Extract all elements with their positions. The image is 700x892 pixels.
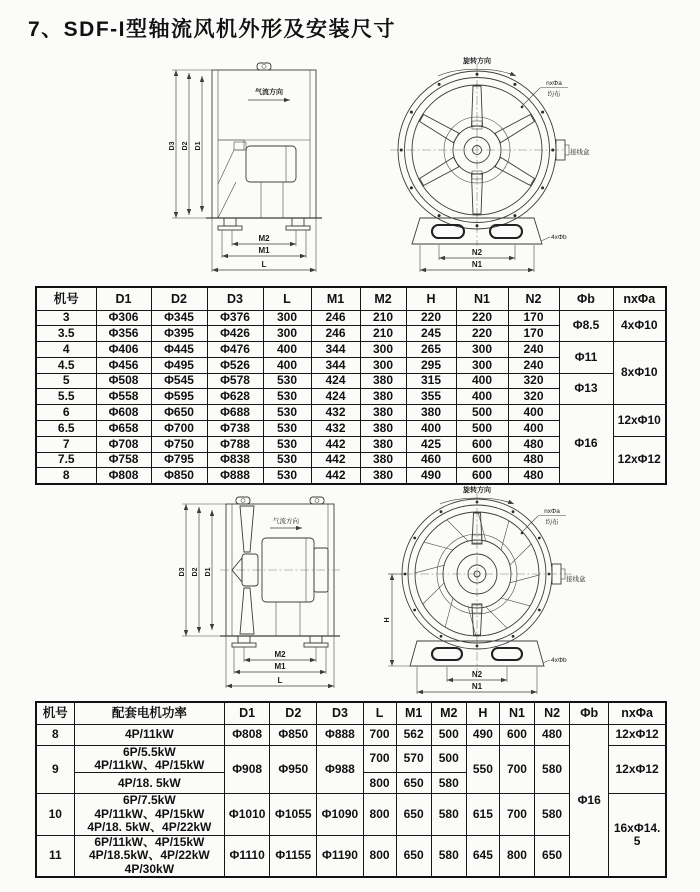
dim-value-cell: 800 xyxy=(363,835,396,877)
dim-d1-label: D1 xyxy=(205,567,212,577)
dim-value-cell: 380 xyxy=(360,405,406,421)
junction-box-label: 接线盒 xyxy=(570,149,590,156)
dim-value-cell: 650 xyxy=(396,835,431,877)
dim-value-cell: 320 xyxy=(508,389,559,405)
dim-value-cell: 700 xyxy=(499,794,534,835)
dim-value-cell: 246 xyxy=(311,310,360,326)
lifting-lug xyxy=(257,63,271,70)
dim-value-cell: 265 xyxy=(406,342,456,358)
dim-value-cell: Φ758 xyxy=(96,452,151,468)
dim-value-cell: Φ658 xyxy=(96,421,151,437)
dim-value-cell: 344 xyxy=(311,357,360,373)
dim-value-cell: 300 xyxy=(456,342,508,358)
svg-text:nxΦa: nxΦa xyxy=(544,508,560,515)
dim-value-cell: 650 xyxy=(396,794,431,835)
dim-value-cell: 355 xyxy=(406,389,456,405)
dim-value-cell: 645 xyxy=(466,835,499,877)
machine-no-cell: 8 xyxy=(36,724,74,745)
dim-value-cell: Φ708 xyxy=(96,436,151,452)
dim-value-cell: 380 xyxy=(360,373,406,389)
dim-h-label: H xyxy=(384,617,391,623)
table2-header-cell: M1 xyxy=(396,702,431,724)
dim-value-cell: 530 xyxy=(263,452,311,468)
height-dimension xyxy=(384,574,410,666)
dim-n2-label: N2 xyxy=(471,670,483,679)
fig2-front-view-drawing xyxy=(374,484,594,699)
dim-l-label: L xyxy=(261,260,267,269)
dim-value-cell: 800 xyxy=(363,794,396,835)
diameter-dimensions xyxy=(169,70,212,218)
dim-value-cell: Φ508 xyxy=(96,373,151,389)
dim-value-cell: 530 xyxy=(263,436,311,452)
dim-value-cell: 380 xyxy=(360,421,406,437)
rotation-direction-label: 旋转方向 xyxy=(463,58,491,65)
mounting-feet xyxy=(220,636,340,647)
svg-text:均布: 均布 xyxy=(547,91,561,98)
dim-value-cell: 380 xyxy=(360,452,406,468)
dim-value-cell: 300 xyxy=(263,310,311,326)
machine-no-cell: 8 xyxy=(36,468,96,484)
dim-value-cell: 400 xyxy=(263,357,311,373)
dim-value-cell: Φ750 xyxy=(151,436,207,452)
table2-header-cell: H xyxy=(466,702,499,724)
table1-header-cell: L xyxy=(263,287,311,310)
junction-box xyxy=(556,140,590,160)
nxa-cell: 8xΦ10 xyxy=(613,342,666,405)
dim-value-cell: 240 xyxy=(508,342,559,358)
dim-value-cell: 800 xyxy=(363,773,396,794)
motor-assembly xyxy=(218,140,310,218)
nxa-cell: 12xΦ10 xyxy=(613,405,666,437)
nxa-cell: 4xΦ10 xyxy=(613,310,666,342)
dim-value-cell: Φ558 xyxy=(96,389,151,405)
dim-value-cell: Φ1110 xyxy=(225,835,270,877)
dim-value-cell: Φ650 xyxy=(151,405,207,421)
mounting-feet xyxy=(206,218,322,230)
dim-value-cell: 400 xyxy=(508,405,559,421)
motor-power-line: 4P/11kW、4P/15kW xyxy=(94,806,205,821)
nxa-cell: 12xΦ12 xyxy=(613,436,666,483)
bottom-dimensions xyxy=(420,245,534,272)
dimensions-table-1 xyxy=(35,286,667,485)
dim-value-cell: Φ808 xyxy=(225,724,270,745)
dim-value-cell: 600 xyxy=(456,452,508,468)
dim-value-cell: Φ306 xyxy=(96,310,151,326)
motor-power-line: 6P/7.5kW xyxy=(122,793,176,808)
dim-value-cell: Φ495 xyxy=(151,357,207,373)
phi-b-cell: Φ16 xyxy=(570,724,609,877)
dim-value-cell: Φ1055 xyxy=(270,794,317,835)
dim-value-cell: Φ1010 xyxy=(225,794,270,835)
dim-value-cell: 600 xyxy=(456,436,508,452)
table1-header-row xyxy=(36,287,666,310)
dim-value-cell: 460 xyxy=(406,452,456,468)
dim-value-cell: 432 xyxy=(311,405,360,421)
dim-value-cell: Φ850 xyxy=(270,724,317,745)
dim-value-cell: Φ888 xyxy=(207,468,263,484)
table1-header-cell: D2 xyxy=(151,287,207,310)
dim-value-cell: 700 xyxy=(499,745,534,794)
machine-no-cell: 7.5 xyxy=(36,452,96,468)
motor-power-cell xyxy=(74,794,224,835)
machine-no-cell: 9 xyxy=(36,745,74,794)
dim-m1-label: M1 xyxy=(258,246,270,255)
dim-value-cell: 380 xyxy=(360,436,406,452)
machine-no-cell: 7 xyxy=(36,436,96,452)
machine-no-cell: 5.5 xyxy=(36,389,96,405)
dim-value-cell: Φ808 xyxy=(96,468,151,484)
dim-value-cell: Φ1190 xyxy=(317,835,363,877)
table2-header-cell: D1 xyxy=(225,702,270,724)
table2-header-cell: D3 xyxy=(317,702,363,724)
lifting-lugs xyxy=(236,497,324,504)
table1-header-cell: 机号 xyxy=(36,287,96,310)
dim-value-cell: 425 xyxy=(406,436,456,452)
dim-d3-label: D3 xyxy=(179,567,186,577)
machine-no-cell: 4 xyxy=(36,342,96,358)
dim-value-cell: 530 xyxy=(263,389,311,405)
dim-value-cell: 344 xyxy=(311,342,360,358)
nxa-cell: 16xΦ14. 5 xyxy=(609,794,666,877)
dim-value-cell: 220 xyxy=(406,310,456,326)
dim-value-cell: 480 xyxy=(535,724,570,745)
phi-b-cell: Φ16 xyxy=(559,405,613,484)
dim-value-cell: 500 xyxy=(431,745,466,773)
dim-value-cell: Φ788 xyxy=(207,436,263,452)
dim-n2-label: N2 xyxy=(471,248,483,257)
dim-value-cell: 380 xyxy=(360,468,406,484)
dim-value-cell: 170 xyxy=(508,326,559,342)
dim-value-cell: 210 xyxy=(360,310,406,326)
dim-value-cell: 530 xyxy=(263,405,311,421)
dim-value-cell: Φ888 xyxy=(317,724,363,745)
dim-value-cell: 400 xyxy=(406,421,456,437)
table2-header-cell: nxΦa xyxy=(609,702,666,724)
dim-value-cell: 480 xyxy=(508,468,559,484)
machine-no-cell: 3.5 xyxy=(36,326,96,342)
dim-value-cell: 246 xyxy=(311,326,360,342)
dim-value-cell: 400 xyxy=(263,342,311,358)
table2-header-cell: Φb xyxy=(570,702,609,724)
dim-value-cell: 315 xyxy=(406,373,456,389)
dim-value-cell: 424 xyxy=(311,373,360,389)
dim-value-cell: 530 xyxy=(263,421,311,437)
svg-text:nxΦa: nxΦa xyxy=(546,80,562,87)
motor-power-line: 4P/18. 5kW xyxy=(117,775,181,790)
dim-value-cell: Φ545 xyxy=(151,373,207,389)
foot-holes-label: 4xΦb xyxy=(551,657,567,664)
table1-header-cell: N1 xyxy=(456,287,508,310)
table1-header-cell: D1 xyxy=(96,287,151,310)
dim-value-cell: 500 xyxy=(456,405,508,421)
phi-b-cell: Φ13 xyxy=(559,373,613,405)
dim-value-cell: 480 xyxy=(508,436,559,452)
dim-value-cell: 580 xyxy=(535,794,570,835)
dim-value-cell: 562 xyxy=(396,724,431,745)
dim-value-cell: Φ738 xyxy=(207,421,263,437)
dim-value-cell: 300 xyxy=(360,357,406,373)
dim-value-cell: 170 xyxy=(508,310,559,326)
dim-value-cell: 432 xyxy=(311,421,360,437)
table1-header-cell: nxΦa xyxy=(613,287,666,310)
table2-header-cell: N2 xyxy=(535,702,570,724)
dim-value-cell: 580 xyxy=(535,745,570,794)
dim-d2-label: D2 xyxy=(192,567,199,577)
dim-m2-label: M2 xyxy=(258,234,270,243)
motor-power-line: 4P/11kW、4P/15kW xyxy=(94,757,205,772)
dim-value-cell: Φ426 xyxy=(207,326,263,342)
motor-power-line: 4P/11kW xyxy=(124,726,174,741)
table2-header-row xyxy=(36,702,666,724)
motor-power-line: 4P/18. 5kW、4P/22kW xyxy=(87,820,212,835)
table1-row xyxy=(36,342,666,358)
diameter-dimensions xyxy=(179,504,226,636)
dim-value-cell: Φ526 xyxy=(207,357,263,373)
dim-value-cell: 400 xyxy=(456,389,508,405)
dim-value-cell: 530 xyxy=(263,373,311,389)
nxa-cell: 12xΦ12 xyxy=(609,724,666,745)
dim-value-cell: 442 xyxy=(311,436,360,452)
junction-box-label: 接线盒 xyxy=(566,576,586,583)
table2-header-cell: 机号 xyxy=(36,702,74,724)
dim-value-cell: Φ345 xyxy=(151,310,207,326)
dim-value-cell: 442 xyxy=(311,468,360,484)
dim-value-cell: 300 xyxy=(263,326,311,342)
machine-no-cell: 11 xyxy=(36,835,74,877)
phi-b-cell: Φ8.5 xyxy=(559,310,613,342)
bottom-dimensions xyxy=(226,636,334,688)
dim-value-cell: 600 xyxy=(456,468,508,484)
dim-value-cell: 442 xyxy=(311,452,360,468)
base-saddle xyxy=(412,218,567,244)
dim-value-cell: Φ376 xyxy=(207,310,263,326)
machine-no-cell: 5 xyxy=(36,373,96,389)
dim-value-cell: Φ608 xyxy=(96,405,151,421)
fig1-side-view-drawing xyxy=(166,54,378,284)
dim-value-cell: 245 xyxy=(406,326,456,342)
dim-value-cell: 800 xyxy=(499,835,534,877)
dim-l-label: L xyxy=(277,676,283,685)
table1-header-cell: H xyxy=(406,287,456,310)
dim-value-cell: Φ595 xyxy=(151,389,207,405)
table1-header-cell: N2 xyxy=(508,287,559,310)
table2-header-cell: D2 xyxy=(270,702,317,724)
machine-no-cell: 4.5 xyxy=(36,357,96,373)
table1-header-cell: D3 xyxy=(207,287,263,310)
table2-header-cell: M2 xyxy=(431,702,466,724)
dim-value-cell: Φ850 xyxy=(151,468,207,484)
table2-row xyxy=(36,724,666,745)
dim-value-cell: Φ356 xyxy=(96,326,151,342)
rotation-direction-label: 旋转方向 xyxy=(463,487,491,494)
svg-text:均布: 均布 xyxy=(545,519,559,526)
dim-value-cell: 300 xyxy=(360,342,406,358)
dim-value-cell: Φ950 xyxy=(270,745,317,794)
motor-power-cell xyxy=(74,745,224,773)
dim-value-cell: 700 xyxy=(363,724,396,745)
dim-value-cell: 600 xyxy=(499,724,534,745)
machine-no-cell: 6.5 xyxy=(36,421,96,437)
dim-value-cell: 700 xyxy=(363,745,396,773)
motor-power-line: 6P/11kW、4P/15kW xyxy=(94,835,205,849)
dim-value-cell: 490 xyxy=(466,724,499,745)
dim-value-cell: 400 xyxy=(508,421,559,437)
dim-value-cell: Φ406 xyxy=(96,342,151,358)
dim-value-cell: 424 xyxy=(311,389,360,405)
nxa-cell: 12xΦ12 xyxy=(609,745,666,794)
dim-value-cell: 240 xyxy=(508,357,559,373)
airflow-direction-label: 气流方向 xyxy=(273,518,299,525)
machine-no-cell: 6 xyxy=(36,405,96,421)
dim-value-cell: 580 xyxy=(431,773,466,794)
motor-power-cell xyxy=(74,835,224,877)
dim-value-cell: 500 xyxy=(456,421,508,437)
table1-row xyxy=(36,310,666,326)
motor-power-line: 6P/5.5kW xyxy=(122,745,176,759)
motor-power-line: 4P/18.5kW、4P/22kW xyxy=(88,848,210,863)
dim-value-cell: Φ628 xyxy=(207,389,263,405)
dim-value-cell: 480 xyxy=(508,452,559,468)
table1-row xyxy=(36,405,666,421)
machine-no-cell: 3 xyxy=(36,310,96,326)
dim-n1-label: N1 xyxy=(471,682,483,691)
dim-value-cell: Φ476 xyxy=(207,342,263,358)
foot-holes-label: 4xΦb xyxy=(551,234,567,241)
bolt-circle-callout xyxy=(521,80,568,108)
dim-d1-label: D1 xyxy=(195,141,202,151)
fig1-front-view-drawing xyxy=(382,50,597,285)
table1-header-cell: M1 xyxy=(311,287,360,310)
fig2-side-view-drawing xyxy=(176,490,388,697)
dim-value-cell: 380 xyxy=(360,389,406,405)
dim-value-cell: Φ445 xyxy=(151,342,207,358)
motor-power-cell xyxy=(74,724,224,745)
dim-value-cell: 320 xyxy=(508,373,559,389)
motor-power-line: 4P/30kW xyxy=(124,861,175,876)
dim-value-cell: 580 xyxy=(431,835,466,877)
bottom-dimensions xyxy=(417,667,537,694)
motor-power-cell xyxy=(74,773,224,794)
dim-value-cell: Φ838 xyxy=(207,452,263,468)
table2-header-cell: 配套电机功率 xyxy=(74,702,224,724)
dim-value-cell: Φ1090 xyxy=(317,794,363,835)
dim-m1-label: M1 xyxy=(274,662,286,671)
dim-d2-label: D2 xyxy=(182,141,189,151)
table1-header-cell: Φb xyxy=(559,287,613,310)
table2-header-cell: L xyxy=(363,702,396,724)
dim-value-cell: 380 xyxy=(406,405,456,421)
machine-no-cell: 10 xyxy=(36,794,74,835)
dim-value-cell: Φ395 xyxy=(151,326,207,342)
dim-value-cell: 295 xyxy=(406,357,456,373)
dim-value-cell: 650 xyxy=(535,835,570,877)
dim-value-cell: 210 xyxy=(360,326,406,342)
dim-value-cell: Φ908 xyxy=(225,745,270,794)
bolt-circle-callout xyxy=(521,508,566,534)
dim-value-cell: 580 xyxy=(431,794,466,835)
dim-value-cell: Φ1155 xyxy=(270,835,317,877)
dim-value-cell: 300 xyxy=(456,357,508,373)
dim-value-cell: 400 xyxy=(456,373,508,389)
base-saddle xyxy=(410,641,567,666)
dim-value-cell: Φ688 xyxy=(207,405,263,421)
dimensions-table-2 xyxy=(35,701,667,878)
dim-value-cell: 570 xyxy=(396,745,431,773)
dim-value-cell: 500 xyxy=(431,724,466,745)
dim-value-cell: Φ578 xyxy=(207,373,263,389)
impeller-and-motor xyxy=(232,506,328,636)
dim-value-cell: 220 xyxy=(456,326,508,342)
dim-m2-label: M2 xyxy=(274,650,286,659)
phi-b-cell: Φ11 xyxy=(559,342,613,374)
dim-value-cell: 615 xyxy=(466,794,499,835)
table1-header-cell: M2 xyxy=(360,287,406,310)
table2-header-cell: N1 xyxy=(499,702,534,724)
dim-value-cell: 530 xyxy=(263,468,311,484)
dim-value-cell: Φ988 xyxy=(317,745,363,794)
airflow-direction-label: 气流方向 xyxy=(255,89,283,96)
dim-value-cell: Φ795 xyxy=(151,452,207,468)
dim-value-cell: 490 xyxy=(406,468,456,484)
dim-value-cell: 550 xyxy=(466,745,499,794)
dim-d3-label: D3 xyxy=(169,141,176,151)
dim-value-cell: 650 xyxy=(396,773,431,794)
table1-row xyxy=(36,373,666,389)
page-title: 7、SDF-I型轴流风机外形及安装尺寸 xyxy=(28,18,397,41)
dim-n1-label: N1 xyxy=(471,260,483,269)
dim-value-cell: Φ456 xyxy=(96,357,151,373)
dim-value-cell: Φ700 xyxy=(151,421,207,437)
dim-value-cell: 220 xyxy=(456,310,508,326)
